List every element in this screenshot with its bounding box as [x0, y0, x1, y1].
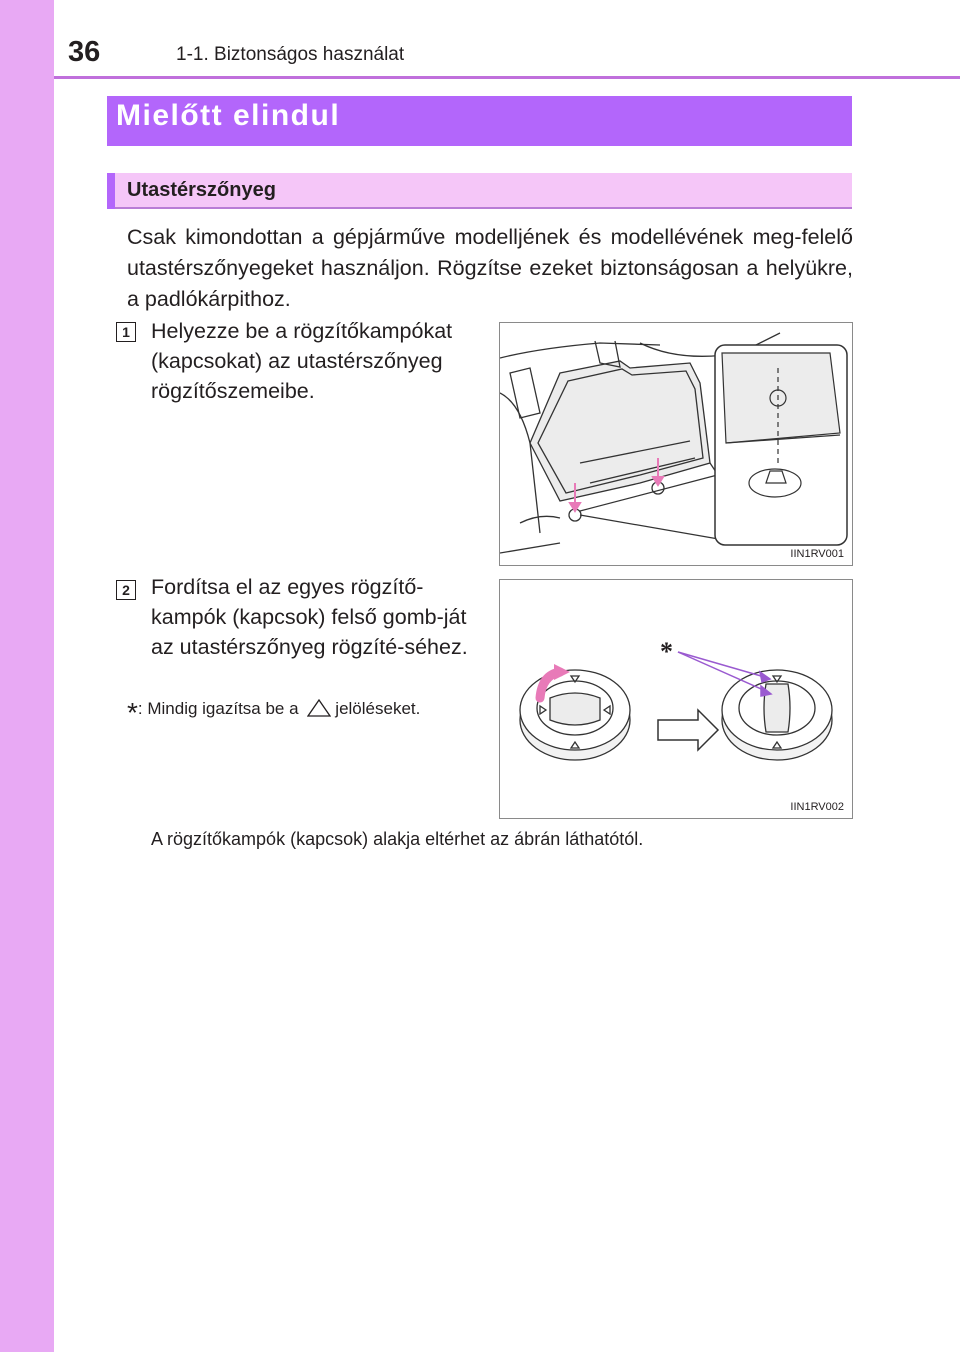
step-text-2: Fordítsa el az egyes rögzítő-kampók (kapcsok) felső gomb-ját az utastérszőnyeg rögzíté-séhez. [151, 575, 468, 659]
note-alignment [127, 697, 487, 729]
subsection-title: Utastérszőnyeg [127, 179, 276, 201]
figure-code-2: IIN1RV002 [790, 801, 844, 813]
side-margin-band [0, 0, 54, 1352]
floor-mat-illustration [500, 323, 852, 565]
note-text-before: : Mindig igazítsa be a [137, 699, 299, 718]
note-text-after: jelöléseket. [335, 699, 421, 718]
hook-rotation-illustration [500, 580, 852, 818]
figure-hook-rotation [499, 579, 853, 819]
figure-code-1: IIN1RV001 [790, 548, 844, 560]
running-head: 1-1. Biztonságos használat [176, 44, 405, 65]
header-rule [54, 76, 960, 79]
step-number-2: 2 [116, 580, 136, 600]
note-asterisk: * [127, 697, 138, 728]
step-text-1: Helyezze be a rögzítőkampókat (kapcsokat) az utastérszőnyeg rögzítőszemeibe. [151, 319, 453, 403]
section-title: Mielőtt elindul [116, 99, 341, 132]
intro-paragraph: Csak kimondottan a gépjárműve modelljének és modellévének meg-felelő utastérszőnyegeket használjon. Rögzítse ezeket biztonságosan a helyükre, a padlókárpithoz. [127, 225, 853, 311]
page-number: 36 [68, 36, 101, 68]
figure-floor-mat-hooks [499, 322, 853, 566]
footnote-hook-shape: A rögzítőkampók (kapcsok) alakja eltérhet az ábrán láthatótól. [151, 829, 644, 849]
triangle-mark-icon [307, 699, 331, 717]
figure-asterisk-label: * [660, 637, 673, 666]
subsection-accent-bar [107, 173, 115, 209]
step-number-1: 1 [116, 322, 136, 342]
